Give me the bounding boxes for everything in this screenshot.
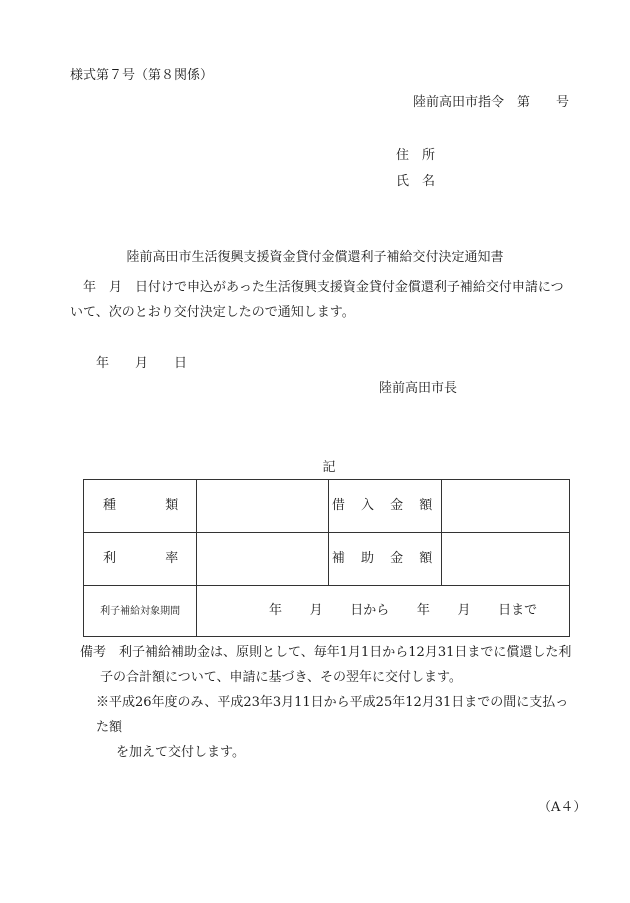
kind-value-cell[interactable] bbox=[197, 480, 329, 533]
period-label: 利子補給対象期間 bbox=[100, 605, 181, 617]
period-label-cell bbox=[84, 586, 197, 637]
subsidy-value-cell[interactable] bbox=[441, 533, 569, 586]
table-row bbox=[84, 480, 570, 533]
remarks bbox=[80, 640, 580, 765]
remarks-line-2: 子の合計額について、申請に基づき、その翌年に交付します。 bbox=[100, 670, 462, 685]
rate-label-a: 利 bbox=[103, 550, 117, 566]
remarks-line-4: を加えて交付します。 bbox=[116, 745, 245, 760]
issuer: 陸前高田市長 bbox=[379, 381, 458, 396]
order-number: 陸前高田市指令 第 号 bbox=[413, 95, 570, 110]
issue-date: 年 月 日 bbox=[96, 356, 188, 371]
form-number: 様式第７号（第８関係） bbox=[70, 68, 214, 83]
remarks-line-1: 備考 利子補給補助金は、原則として、毎年1月1日から12月31日までに償還した利 bbox=[80, 645, 572, 660]
body-text bbox=[70, 275, 590, 325]
kind-label-b: 類 bbox=[165, 497, 179, 513]
table-row bbox=[84, 586, 570, 637]
document-title: 陸前高田市生活復興支援資金貸付金償還利子補給交付決定通知書 bbox=[126, 250, 504, 265]
rate-value-cell[interactable] bbox=[197, 533, 329, 586]
subsidy-label-cell bbox=[329, 533, 441, 586]
period-value-cell[interactable] bbox=[197, 586, 570, 637]
paper-size: （A４） bbox=[538, 800, 587, 815]
borrow-label-cell bbox=[329, 480, 441, 533]
period-to-year: 年 bbox=[416, 602, 430, 618]
details-heading: 記 bbox=[322, 460, 336, 475]
remarks-line-3: ※平成26年度のみ、平成23年3月11日から平成25年12月31日までの間に支払った額 bbox=[96, 695, 569, 735]
body-line-1: 年 月 日付けで申込があった生活復興支援資金貸付金償還利子補給交付申請につ bbox=[70, 280, 564, 295]
rate-label-cell bbox=[84, 533, 197, 586]
kind-label-cell bbox=[84, 480, 197, 533]
period-to-day: 日まで bbox=[498, 602, 538, 618]
period-from-month: 月 bbox=[309, 602, 323, 618]
kind-label-a: 種 bbox=[103, 497, 117, 513]
name-label: 氏 名 bbox=[396, 174, 436, 189]
address-label: 住 所 bbox=[396, 148, 436, 163]
body-line-2: いて、次のとおり交付決定したので通知します。 bbox=[70, 305, 355, 320]
table-row bbox=[84, 533, 570, 586]
borrow-value-cell[interactable] bbox=[441, 480, 569, 533]
rate-label-b: 率 bbox=[165, 550, 179, 566]
period-from-day: 日から bbox=[350, 602, 390, 618]
borrow-amount-label: 借 入 金 額 bbox=[331, 497, 439, 513]
details-table bbox=[83, 479, 570, 637]
subsidy-amount-label: 補 助 金 額 bbox=[331, 550, 439, 566]
period-to-month: 月 bbox=[457, 602, 471, 618]
period-from-year: 年 bbox=[269, 602, 283, 618]
